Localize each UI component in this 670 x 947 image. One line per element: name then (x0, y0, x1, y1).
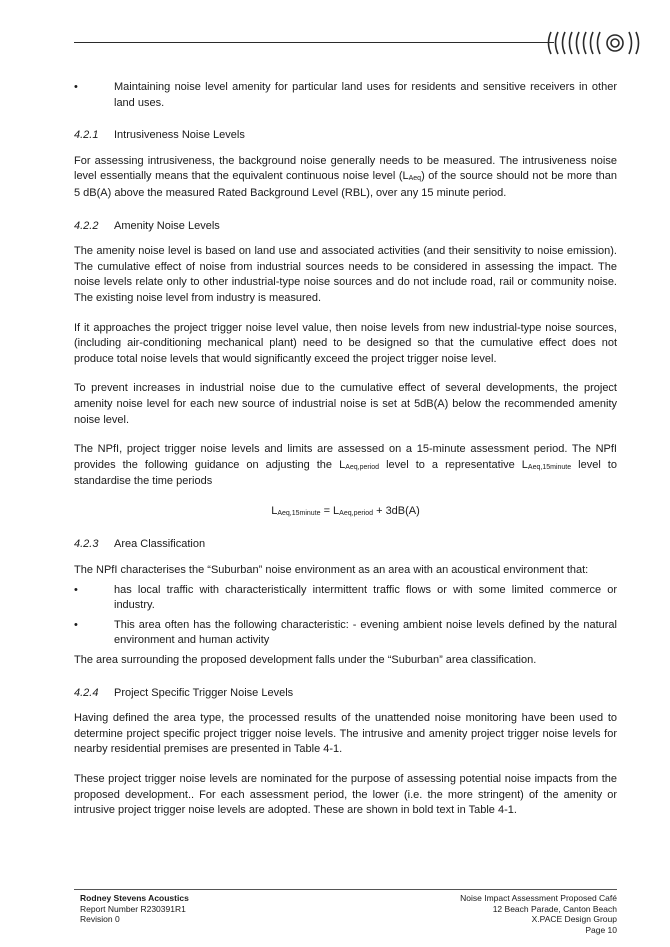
text-run: ) of the source should not be more than 5 dB(A) above the measured Rated Background Level (RBL), over any 15 minute period. (74, 170, 617, 199)
paragraph: The amenity noise level is based on land use and associated activities (and their sensitivity to noise emission). The cumulative effect of noise from industrial sources needs to be considered in assessing the impact. The noise levels relate only to other industrial-type noise sources and do not include road, rail or community noise. The existing noise level from industry is measured. (74, 245, 617, 304)
paragraph: To prevent increases in industrial noise due to the cumulative effect of several developments, the project amenity noise level for each new source of industrial noise is set at 5dB(A) below the recommended amenity noise level. (74, 382, 617, 426)
bullet-text: has local traffic with characteristically intermittent traffic flows or with some limited commerce or industry. (114, 583, 617, 612)
bullet-text: Maintaining noise level amenity for particular land uses for residents and sensitive receivers in other land uses. (114, 81, 617, 109)
section-heading-4-2-3 (74, 537, 617, 553)
bullet-dot: • (74, 81, 78, 93)
section-number: 4.2.3 (74, 538, 99, 551)
subscript: Aeq,15minute (277, 509, 321, 517)
paragraph: The NPfI characterises the “Suburban” noise environment as an area with an acoustical environment that: (74, 564, 589, 577)
footer-client: X.PACE Design Group (531, 914, 617, 924)
text-run: = L (320, 504, 340, 517)
subscript: Aeq (408, 175, 422, 183)
paragraph: These project trigger noise levels are nominated for the purpose of assessing potential noise impacts from the proposed development.. For each assessment period, the lower (i.e. the more stringent) of the amenity or intrusive project trigger noise levels are adopted. These are shown in bold text in Table 4-1. (74, 773, 617, 817)
paragraph (74, 154, 617, 202)
paragraph: The area surrounding the proposed development falls under the “Suburban” area classification. (74, 654, 537, 667)
section-heading-4-2-2 (74, 219, 617, 235)
section-number: 4.2.4 (74, 686, 99, 699)
subscript: Aeq,period (345, 463, 380, 471)
paragraph: Having defined the area type, the processed results of the unattended noise monitoring have been used to determine project specific project trigger noise levels. The intrusive and amenity project trigger noise levels for nearby residential premises are presented in Table 4-1. (74, 712, 617, 756)
bullet-dot: • (74, 618, 78, 631)
section-heading-4-2-1 (74, 128, 617, 144)
subscript: Aeq,15minute (527, 463, 572, 471)
bullet-item (74, 80, 617, 111)
bullet-item (74, 618, 617, 649)
formula (74, 504, 617, 521)
footer-rule (74, 889, 617, 890)
section-title: Area Classification (114, 538, 206, 551)
footer-page-number: Page 10 (585, 924, 617, 935)
section-number: 4.2.2 (74, 219, 99, 232)
footer-company: Rodney Stevens Acoustics (80, 893, 189, 903)
bullet-dot: • (74, 583, 78, 596)
footer-revision: Revision 0 (80, 914, 120, 924)
footer-right (460, 893, 617, 935)
footer-address: 12 Beach Parade, Canton Beach (492, 903, 617, 914)
paragraph: If it approaches the project trigger noise level value, then noise levels from new industrial-type noise sources, (including air-conditioning mechanical plant) need to be designed so that the cumulative effect does not produce total noise levels that would significantly exceed the project trigger noise level. (74, 321, 617, 365)
text-run: level to a representative L (379, 458, 528, 471)
footer-left (80, 893, 189, 925)
section-title: Project Specific Trigger Noise Levels (114, 686, 294, 699)
header-rule (74, 42, 554, 43)
footer-doc-title: Noise Impact Assessment Proposed Café (460, 893, 617, 903)
section-heading-4-2-4 (74, 686, 617, 702)
text-run: level to standardise the time periods (74, 458, 617, 488)
text-run: L (271, 504, 278, 517)
paragraph (74, 442, 617, 490)
footer-report-number: Report Number R230391R1 (80, 903, 186, 914)
section-number: 4.2.1 (74, 129, 99, 142)
text-run: For assessing intrusiveness, the background noise generally needs to be measured. The intrusiveness noise level essentially means that the equivalent continuous noise level (L (74, 154, 617, 183)
section-title: Amenity Noise Levels (114, 219, 220, 232)
sound-wave-logo-icon (545, 28, 645, 58)
text-run: The NPfI, project trigger noise levels and limits are assessed on a 15-minute assessment period. The NPfI provides the following guidance on adjusting the L (74, 443, 617, 471)
subscript: Aeq,period (339, 509, 374, 517)
main-content (74, 80, 617, 819)
text-run: + 3dB(A) (373, 504, 420, 517)
section-title: Intrusiveness Noise Levels (114, 129, 245, 142)
bullet-text: This area often has the following characteristic: - evening ambient noise levels defined by the natural environment and human activity (114, 618, 617, 647)
bullet-item (74, 583, 617, 614)
